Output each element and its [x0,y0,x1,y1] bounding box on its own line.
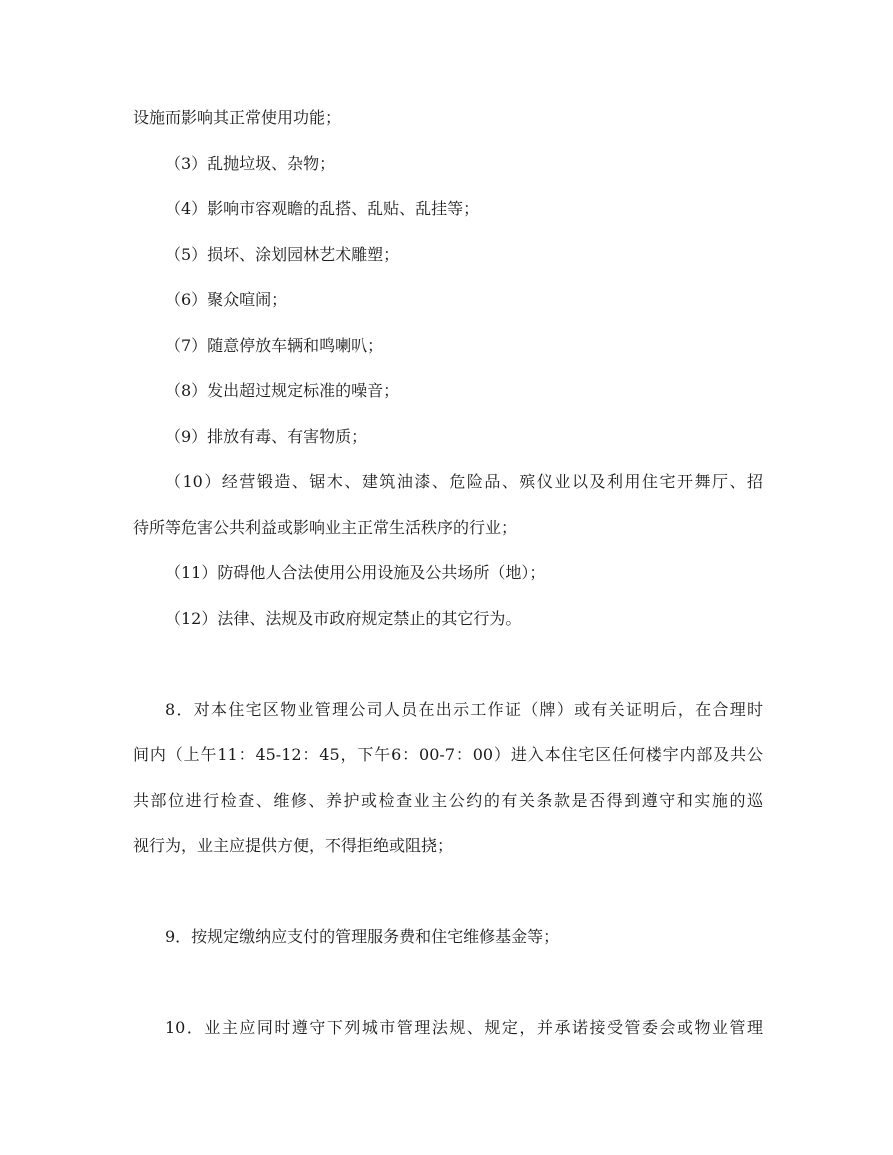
clause-8-line-1: 8．对本住宅区物业管理公司人员在出示工作证（牌）或有关证明后，在合理时 [165,700,763,719]
list-item-7: （7）随意停放车辆和鸣喇叭； [165,336,384,355]
clause-8-line-4: 视行为，业主应提供方便，不得拒绝或阻挠； [133,836,454,855]
list-item-10-line-1: （10）经营锻造、锯木、建筑油漆、危险品、殡仪业以及利用住宅开舞厅、招 [165,472,763,491]
clause-10-line-1: 10．业主应同时遵守下列城市管理法规、规定，并承诺接受管委会或物业管理 [165,1018,763,1037]
list-item-10-line-2: 待所等危害公共利益或影响业主正常生活秩序的行业； [133,518,518,537]
list-item-12: （12）法律、法规及市政府规定禁止的其它行为。 [165,609,522,628]
list-item-6: （6）聚众喧闹； [165,290,288,309]
clause-8-line-2: 间内（上午11：45-12：45，下午6：00-7：00）进入本住宅区任何楼宇内部及共公 [133,745,763,764]
list-item-3: （3）乱抛垃圾、杂物； [165,154,336,173]
list-item-5: （5）损坏、涂划园林艺术雕塑； [165,245,400,264]
clause-8-line-3: 共部位进行检查、维修、养护或检查业主公约的有关条款是否得到遵守和实施的巡 [133,791,763,810]
list-item-9: （9）排放有毒、有害物质； [165,427,368,446]
text-line-continuation: 设施而影响其正常使用功能； [133,108,342,127]
list-item-8: （8）发出超过规定标准的噪音； [165,381,400,400]
list-item-4: （4）影响市容观瞻的乱搭、乱贴、乱挂等； [165,199,480,218]
list-item-11: （11）防碍他人合法使用公用设施及公共场所（地）； [165,563,546,582]
clause-9: 9．按规定缴纳应支付的管理服务费和住宅维修基金等； [165,927,560,946]
